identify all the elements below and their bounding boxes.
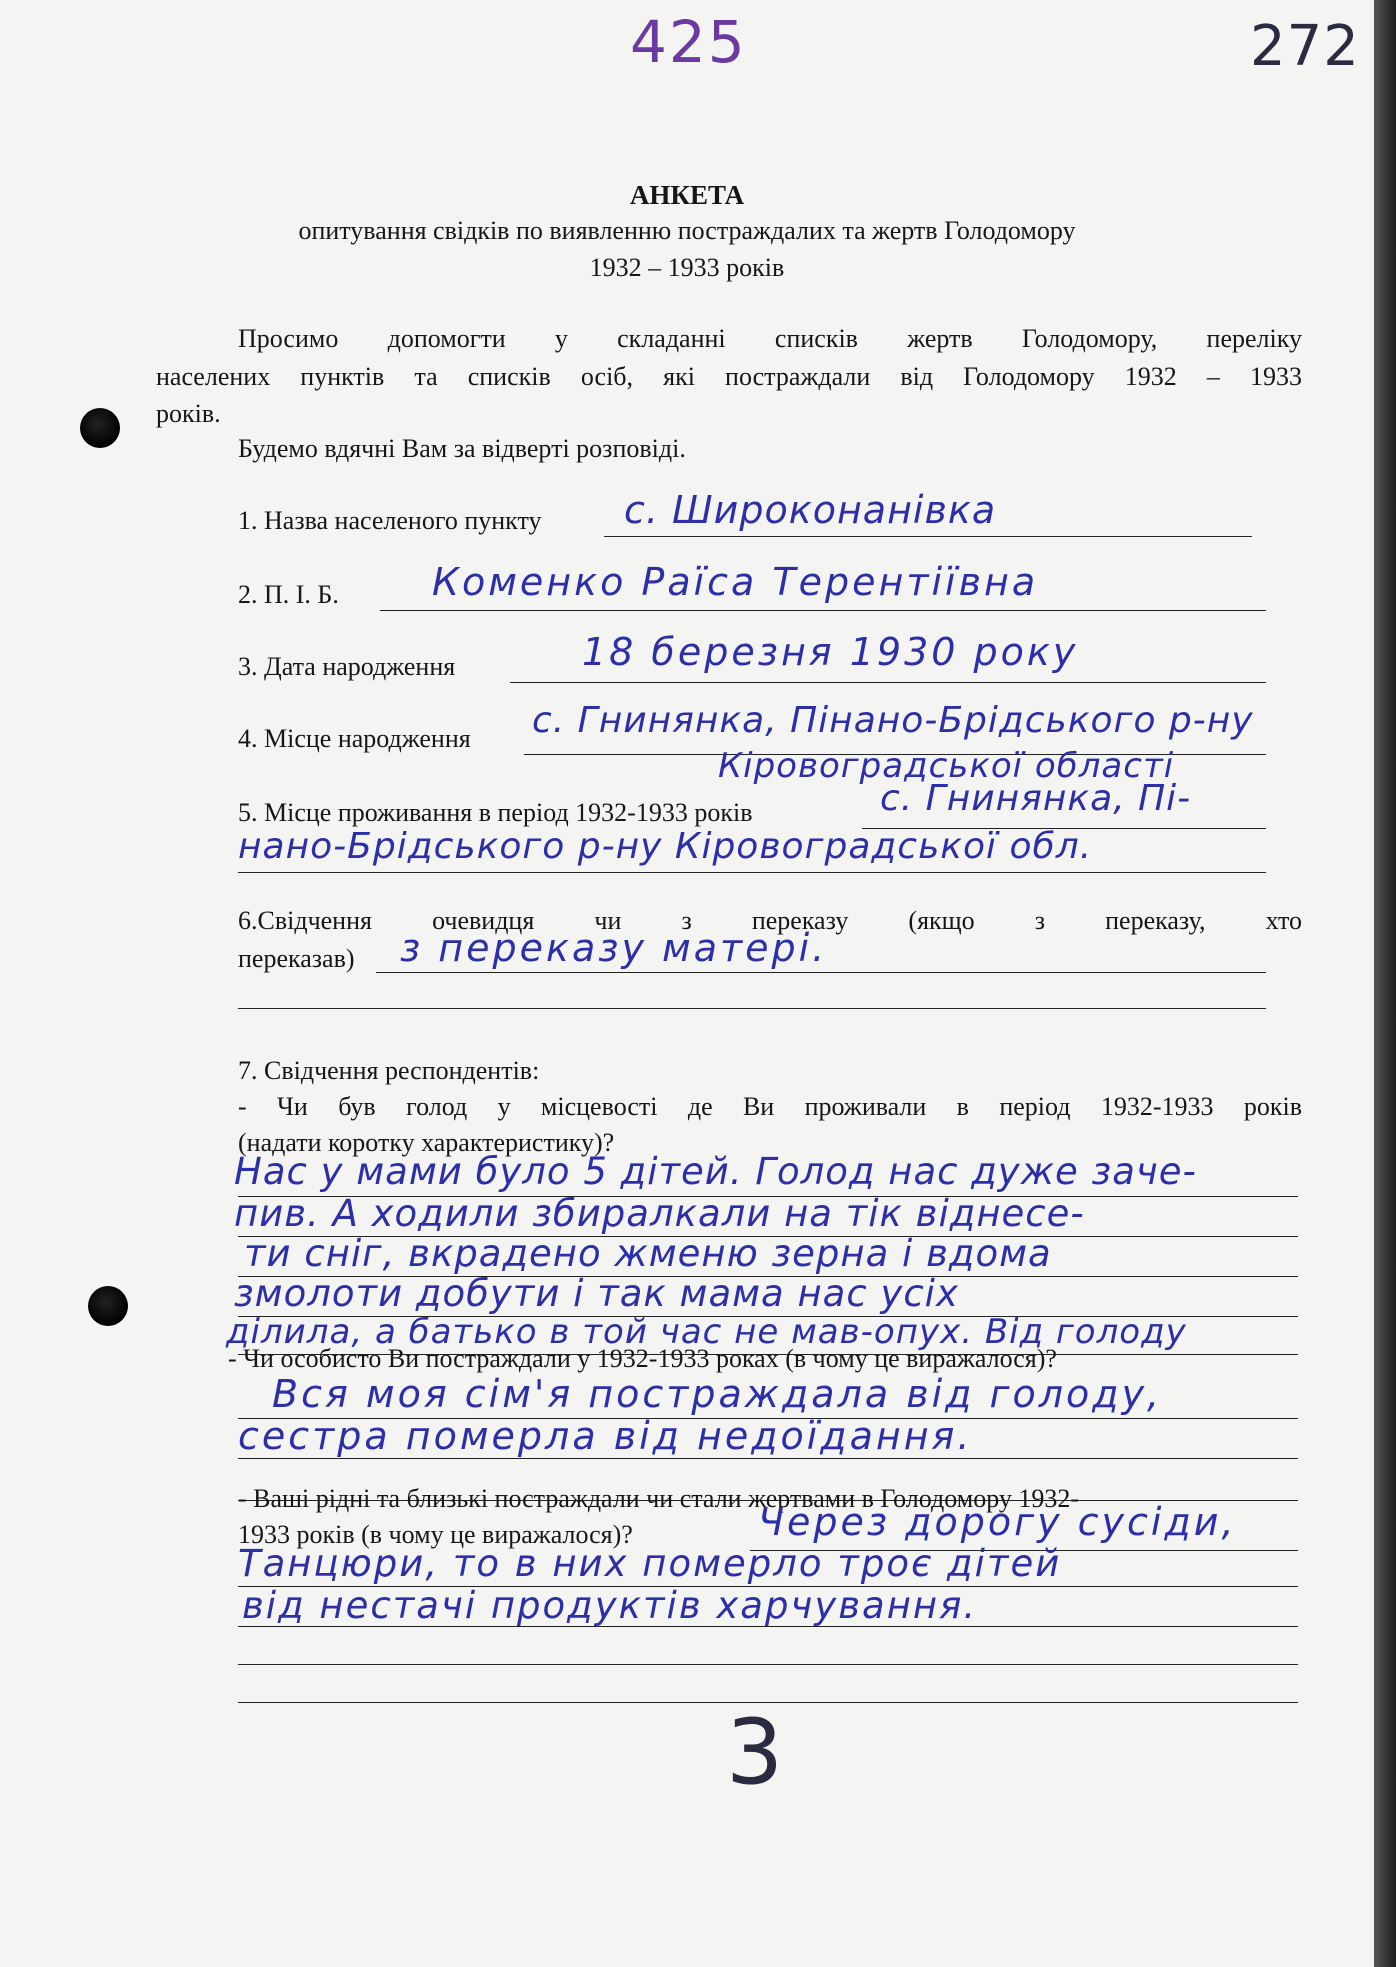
intro-text-line3: років. — [156, 399, 221, 428]
form-title: АНКЕТА — [629, 180, 745, 210]
archive-number-annotation: 425 — [630, 8, 747, 76]
question-4-answer-line1: с. Гнинянка, Пінано-Брідського р-ну — [532, 700, 1254, 741]
question-7c-answer-line2: Танцюри, то в них померло троє дітей — [238, 1542, 1062, 1585]
question-3-label: 3. Дата народження — [238, 652, 456, 681]
question-4-label: 4. Місце народження — [238, 724, 471, 753]
question-1-answer: с. Широконанівка — [624, 488, 997, 532]
question-7c-label-line1: - Ваші рідні та близькі постраждали чи стали жертвами в Голодомору 1932- — [238, 1484, 1080, 1513]
question-7c-line-4 — [238, 1664, 1298, 1665]
question-5-label: 5. Місце проживання в період 1932-1933 років — [238, 798, 753, 827]
intro-text-line1: Просимо допомогти у складанні списків жертв Голодомору, переліку — [238, 324, 1302, 353]
question-7a-answer-line3: ти сніг, вкрадено жменю зерна і вдома — [244, 1232, 1052, 1275]
question-7c-answer-line3: від нестачі продуктів харчування. — [242, 1584, 978, 1627]
question-7a-answer-line4: змолоти добути і так мама нас усіх — [234, 1272, 959, 1315]
question-7b-label: - Чи особисто Ви постраждали у 1932-1933 роках (в чому це виражалося)? — [228, 1344, 1057, 1373]
punch-hole-bottom — [88, 1286, 128, 1326]
question-1-label: 1. Назва населеного пункту — [238, 506, 542, 535]
question-7b-line-2 — [238, 1458, 1298, 1459]
question-7b-answer-line1: Вся моя сім'я постраждала від голоду, — [272, 1372, 1163, 1416]
question-5-answer-line1: с. Гнинянка, Пі- — [880, 778, 1192, 819]
question-6-answer: з переказу матері. — [400, 926, 828, 970]
question-7a-label-line1: - Чи був голод у місцевості де Ви проживали в період 1932-1933 років — [238, 1092, 1302, 1121]
question-7a-answer-line2: пив. А ходили збиралкали на тік віднесе- — [234, 1192, 1085, 1235]
bottom-page-number-annotation: 3 — [726, 1700, 785, 1805]
question-6-label-line2: переказав) — [238, 944, 355, 973]
question-1-answer-line — [604, 536, 1252, 537]
question-6-extra-line — [238, 1008, 1266, 1009]
punch-hole-top — [80, 408, 120, 448]
question-5-answer-line-2 — [238, 872, 1266, 873]
question-7a-answer-line1: Нас у мами було 5 дітей. Голод нас дуже заче- — [234, 1150, 1197, 1193]
intro-text-line2: населених пунктів та списків осіб, які постраждали від Голодомору 1932 – 1933 — [156, 362, 1302, 391]
question-2-label: 2. П. І. Б. — [238, 580, 339, 609]
form-subtitle-years: 1932 – 1933 років — [589, 253, 785, 282]
form-subtitle: опитування свідків по виявленню постраждалих та жертв Голодомору — [298, 216, 1076, 245]
question-7a-answer-line5: ділила, а батько в той час не мав-опух. Від голоду — [226, 1312, 1187, 1352]
question-2-answer-line — [380, 610, 1266, 611]
question-4-answer-line2: Кіровоградської області — [718, 746, 1175, 786]
question-3-answer: 18 березня 1930 року — [582, 630, 1079, 674]
question-6-label-line1: 6.Свідчення очевидця чи з переказу (якщо з переказу, хто — [238, 906, 1302, 935]
question-7a-label-line2: (надати коротку характеристику)? — [238, 1128, 615, 1157]
thanks-text: Будемо вдячні Вам за відверті розповіді. — [238, 434, 686, 463]
question-6-answer-line — [376, 972, 1266, 973]
question-7-label: 7. Свідчення респондентів: — [238, 1056, 540, 1085]
question-7b-answer-line2: сестра померла від недоїдання. — [238, 1414, 973, 1458]
scan-edge — [1374, 0, 1396, 1967]
question-5-answer-line2: нано-Брідського р-ну Кіровоградської обл. — [238, 826, 1093, 867]
page-number-annotation: 272 — [1250, 14, 1360, 79]
question-3-answer-line — [510, 682, 1266, 683]
question-2-answer: Коменко Раїса Терентіївна — [432, 560, 1039, 604]
question-7c-label-line2: 1933 років (в чому це виражалося)? — [238, 1520, 633, 1549]
question-7c-answer-line1: Через дорогу сусіди, — [758, 1500, 1237, 1544]
